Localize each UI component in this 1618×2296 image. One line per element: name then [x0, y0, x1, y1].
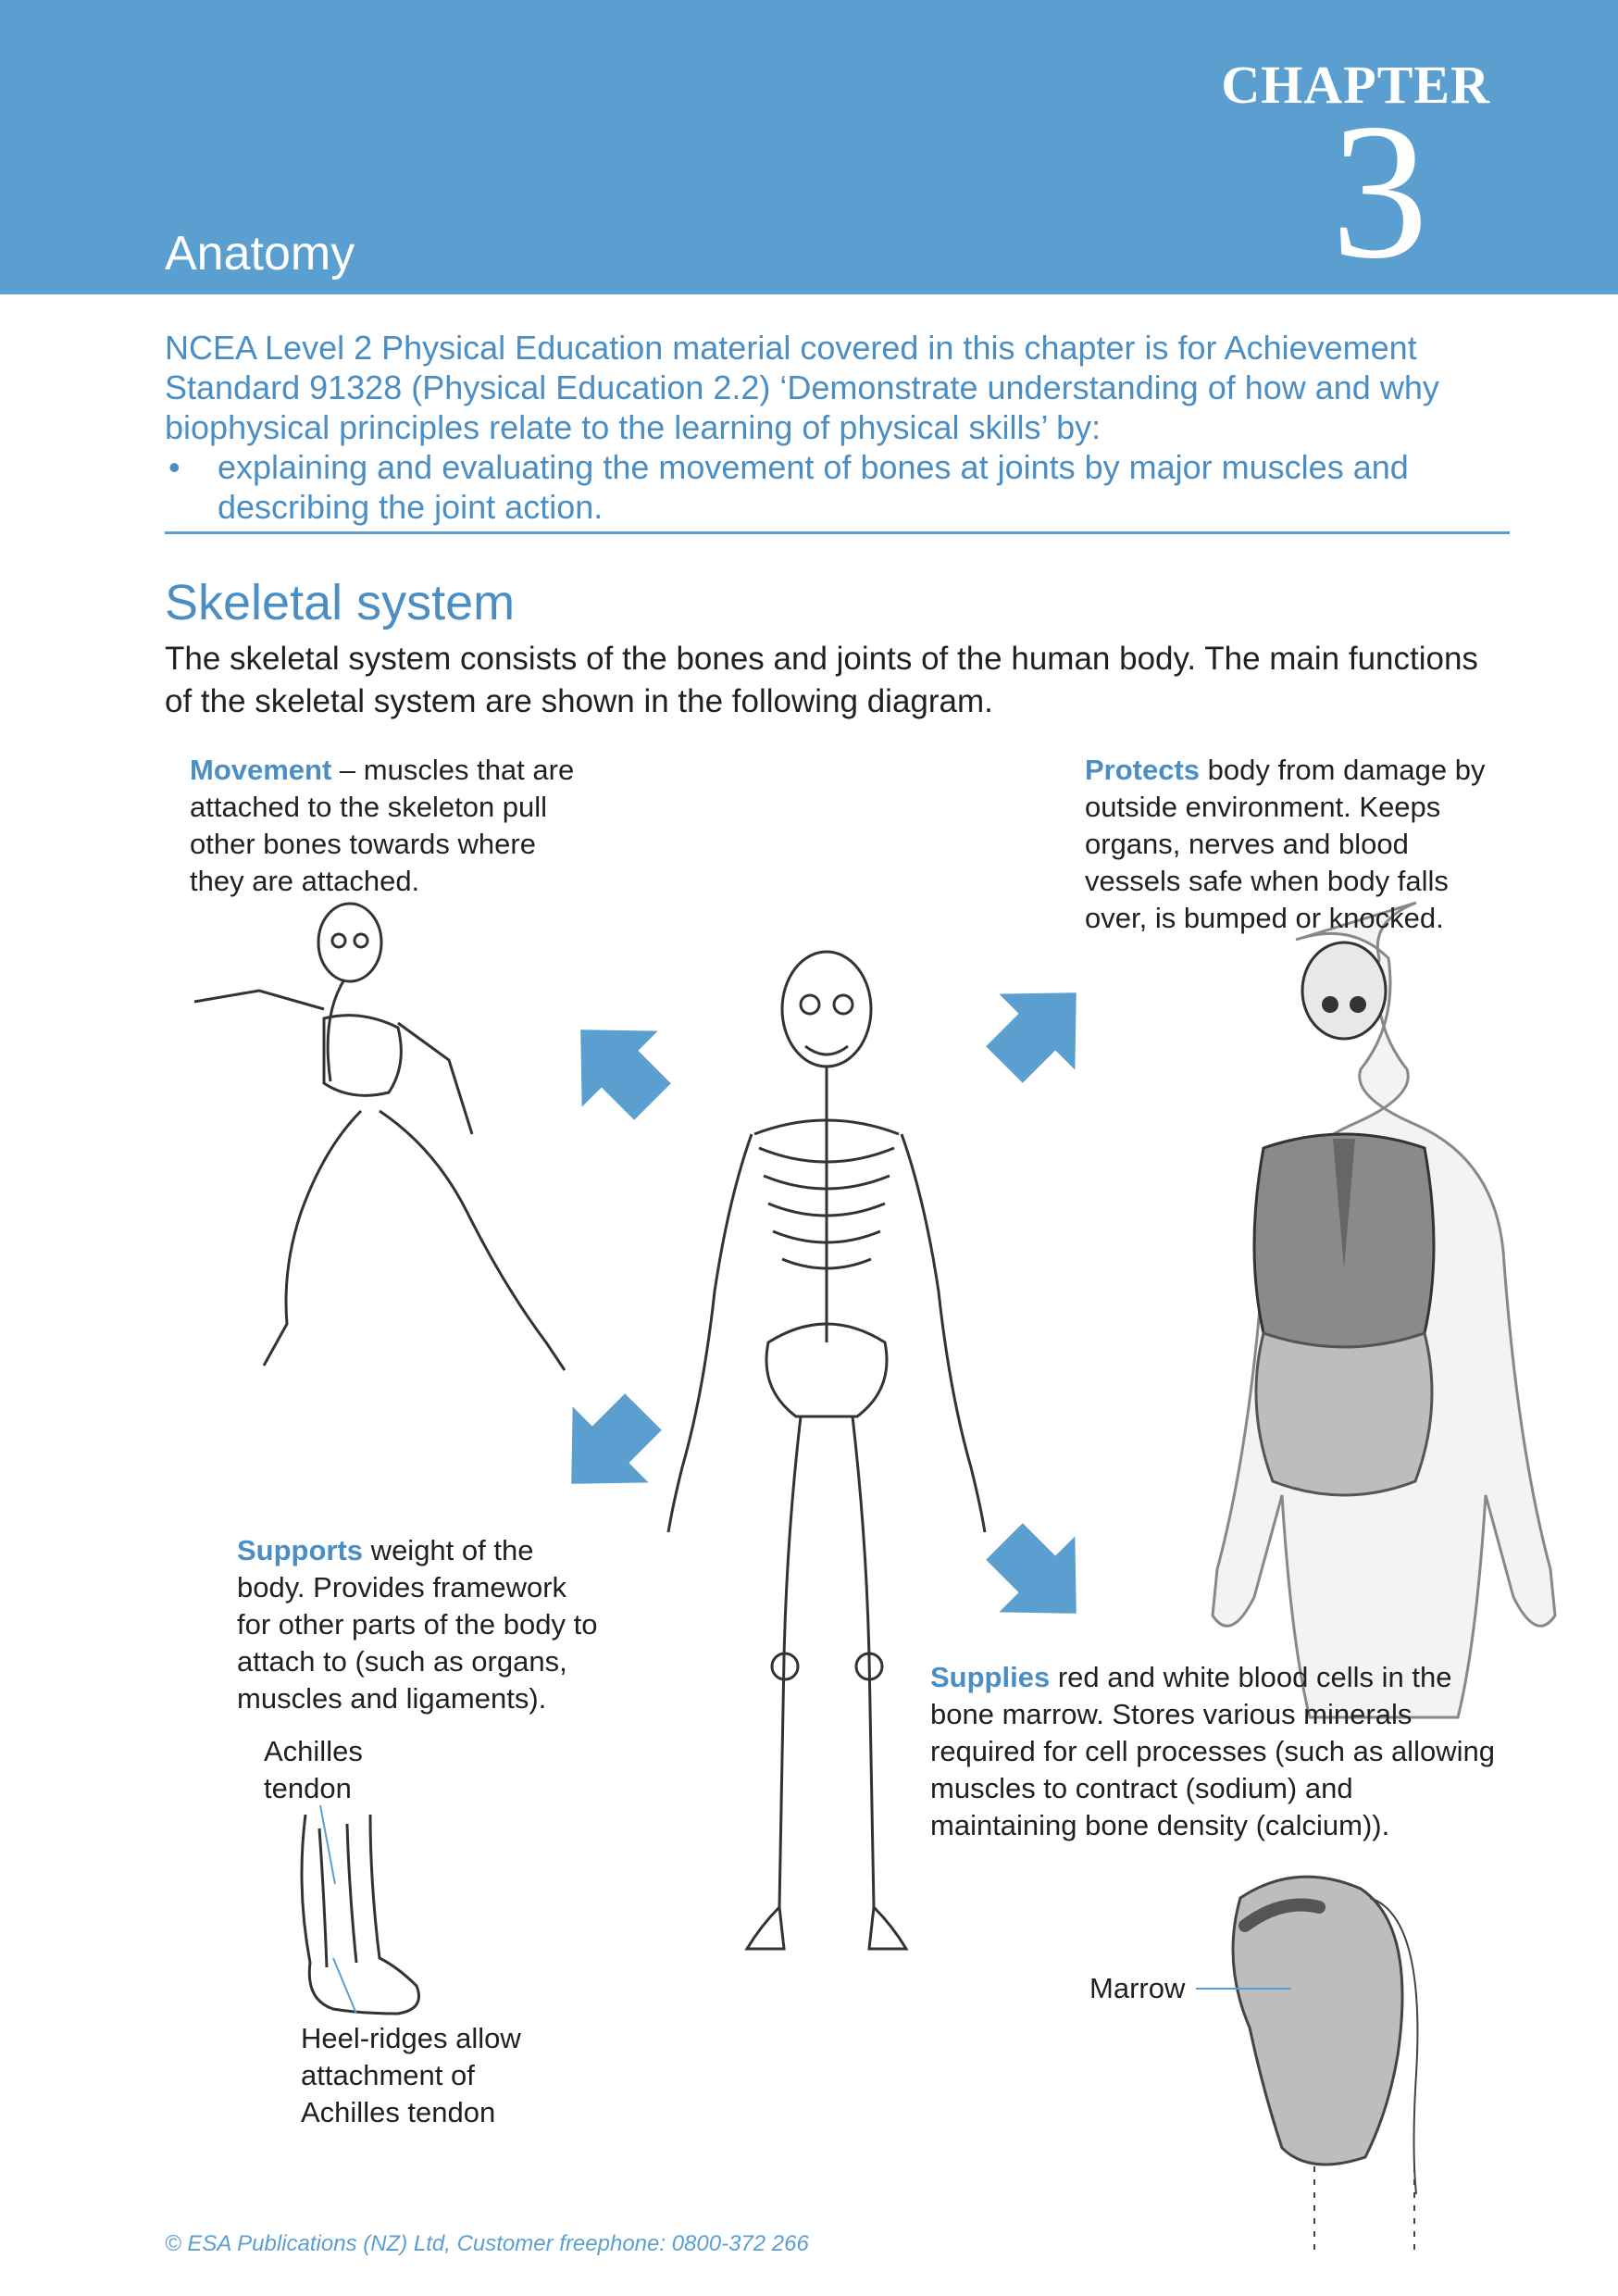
heel-label: Heel-ridges allow attachment of Achilles tendon [301, 2022, 521, 2128]
intro-paragraph: NCEA Level 2 Physical Education material covered in this chapter is for Achievement Standard 91328 (Physical Education 2.2) ‘Demonstrate understanding of how and why biophysical principles relate to the learning of physical skills’ by: [165, 329, 1439, 446]
callout-protects-text: body from damage by outside environment. Keeps organs, nerves and blood vessels safe when body falls over, is bumped or knocked. [1085, 754, 1486, 934]
callout-movement-text: – muscles that are attached to the skeleton pull other bones towards where they are attached. [190, 754, 575, 897]
marrow-label: Marrow [1089, 1972, 1186, 2004]
callout-movement [190, 752, 579, 900]
callout-movement-keyword: Movement [190, 754, 332, 786]
footer: © ESA Publications (NZ) Ltd, Customer freephone: 0800-372 266 [165, 2231, 809, 2256]
chapter-title: Anatomy [165, 227, 355, 281]
chapter-label: CHAPTER [1221, 55, 1490, 115]
callout-supports [237, 1532, 603, 1717]
arrow-protects-icon [966, 955, 1114, 1103]
section-title: Skeletal system [165, 575, 516, 630]
intro-bullet: • explaining and evaluating the movement of bones at joints by major muscles and describing the joint action. [165, 447, 1498, 527]
bone-marrow-icon [1233, 1877, 1417, 2250]
chapter-number: 3 [1331, 84, 1428, 299]
heel-pointer [333, 1958, 356, 2014]
moving-skeleton-icon [194, 904, 565, 1370]
callout-supplies-text: red and white blood cells in the bone marrow. Stores various minerals required for cell processes (such as allowing muscles to contract (sodium) and maintaining bone density (calcium)). [930, 1661, 1495, 1841]
callout-supports-keyword: Supports [237, 1534, 364, 1566]
section-body: The skeletal system consists of the bones and joints of the human body. The main functions of the skeletal system are shown in the following diagram. [165, 641, 1478, 719]
arrow-supplies-icon [966, 1504, 1114, 1652]
callout-protects-keyword: Protects [1085, 754, 1201, 786]
callout-supplies [930, 1659, 1504, 1844]
arrow-supports-icon [533, 1374, 681, 1522]
callout-protects [1085, 752, 1501, 937]
organ-skeleton-icon [1213, 903, 1555, 1717]
arrow-movement-icon [542, 992, 691, 1140]
callout-supports-text: weight of the body. Provides framework for other parts of the body to attach to (such as organs, muscles and ligaments). [237, 1534, 598, 1715]
ankle-icon [302, 1815, 419, 2014]
achilles-label: Achilles tendon [264, 1735, 363, 1804]
callout-supplies-keyword: Supplies [930, 1661, 1051, 1693]
